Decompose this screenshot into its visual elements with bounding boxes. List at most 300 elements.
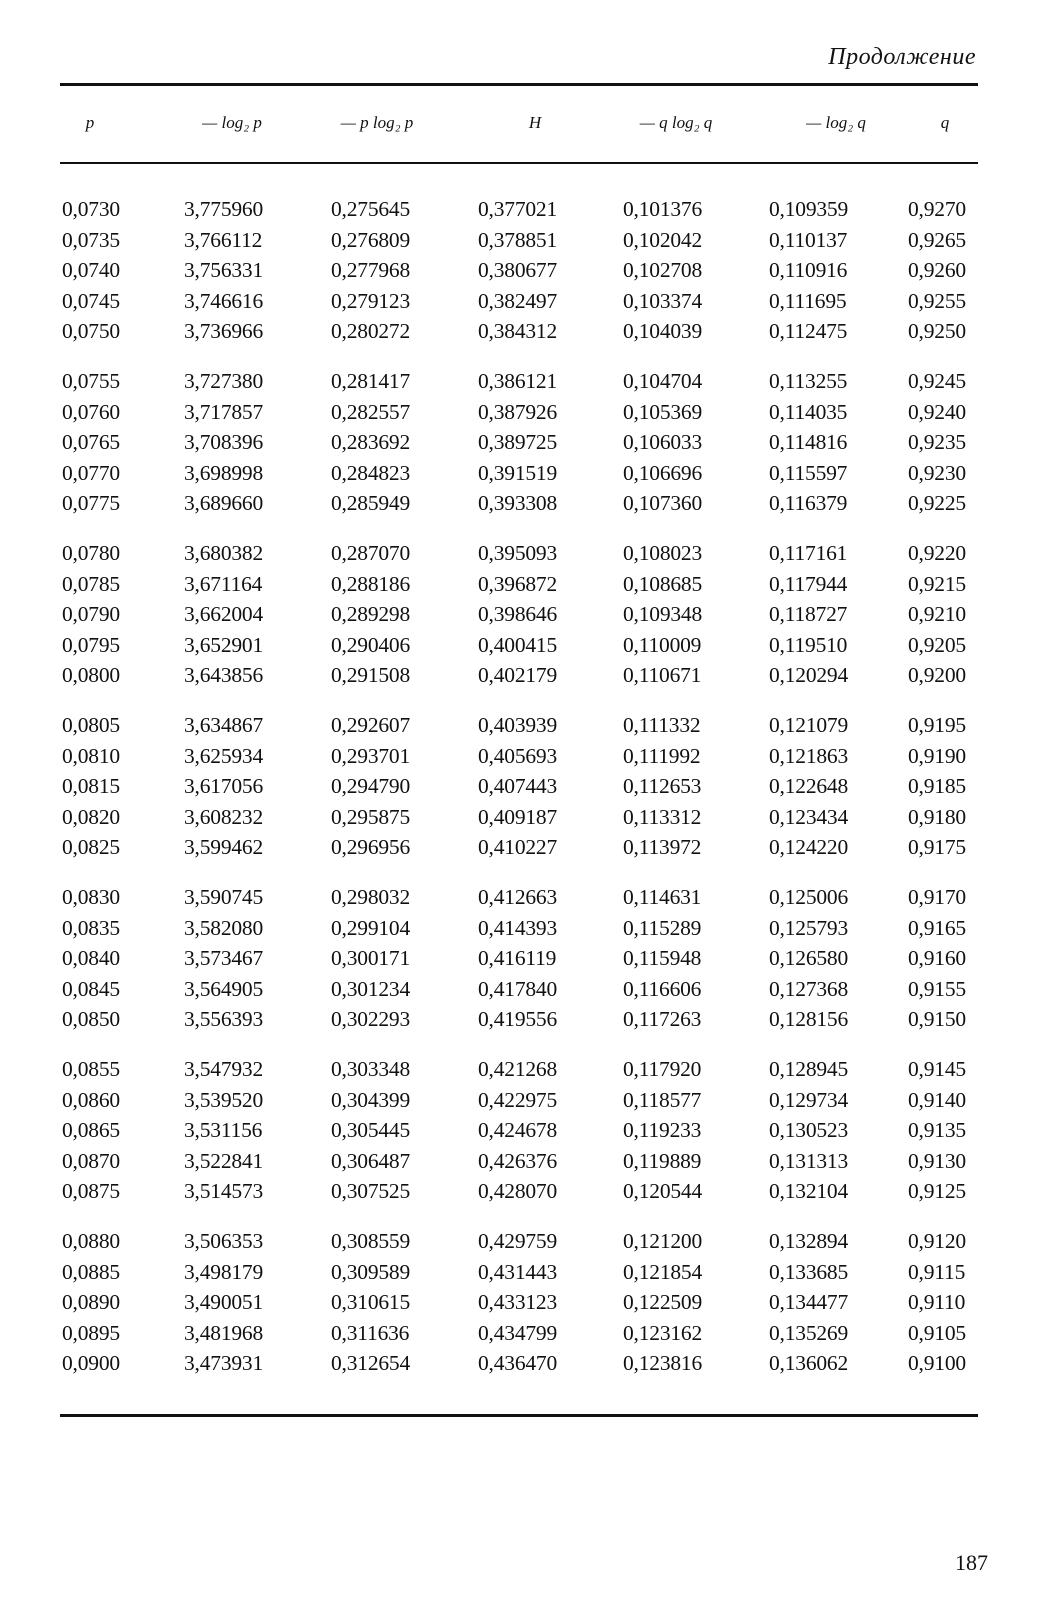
h-cell: 0,387926 <box>478 399 558 424</box>
neg-log2-p-cell: 3,573467 <box>184 946 264 971</box>
neg-log2-q-cell: 0,131313 <box>769 1148 849 1173</box>
neg-log2-p-cell: 3,662004 <box>184 602 264 627</box>
entropy-table-body <box>0 197 1058 1389</box>
table-row <box>0 1321 1058 1352</box>
table-row <box>0 369 1058 400</box>
row-group <box>0 541 1058 713</box>
neg-log2-q-cell: 0,126580 <box>769 946 849 971</box>
neg-p-log2-p-cell: 0,279123 <box>331 288 411 313</box>
h-cell: 0,398646 <box>478 602 558 627</box>
q-cell: 0,9205 <box>908 632 966 657</box>
neg-log2-q-cell: 0,109359 <box>769 197 849 221</box>
table-row <box>0 430 1058 461</box>
q-cell: 0,9145 <box>908 1057 966 1081</box>
p-cell: 0,0830 <box>62 885 120 909</box>
neg-log2-p-cell: 3,617056 <box>184 774 264 799</box>
neg-log2-p-cell: 3,608232 <box>184 804 264 829</box>
neg-p-log2-p-cell: 0,300171 <box>331 946 411 971</box>
column-header-neg-log2-q: — log₂ q <box>806 113 866 132</box>
h-cell: 0,421268 <box>478 1057 558 1081</box>
q-cell: 0,9210 <box>908 602 966 627</box>
table-row <box>0 885 1058 916</box>
h-cell: 0,436470 <box>478 1351 558 1376</box>
neg-log2-p-cell: 3,506353 <box>184 1229 264 1253</box>
neg-log2-q-cell: 0,121079 <box>769 713 849 737</box>
h-cell: 0,386121 <box>478 369 558 393</box>
neg-log2-p-cell: 3,531156 <box>184 1118 263 1143</box>
h-cell: 0,416119 <box>478 946 557 971</box>
q-cell: 0,9225 <box>908 491 966 516</box>
neg-log2-q-cell: 0,124220 <box>769 835 849 860</box>
p-cell: 0,0850 <box>62 1007 120 1032</box>
p-cell: 0,0815 <box>62 774 120 799</box>
neg-q-log2-q-cell: 0,113312 <box>623 804 702 829</box>
page-number: 187 <box>955 1550 988 1575</box>
h-cell: 0,429759 <box>478 1229 558 1253</box>
neg-p-log2-p-cell: 0,308559 <box>331 1229 411 1253</box>
neg-p-log2-p-cell: 0,284823 <box>331 460 411 485</box>
neg-log2-q-cell: 0,129734 <box>769 1087 849 1112</box>
neg-p-log2-p-cell: 0,301234 <box>331 976 411 1001</box>
neg-p-log2-p-cell: 0,290406 <box>331 632 411 657</box>
q-cell: 0,9270 <box>908 197 966 221</box>
neg-log2-p-cell: 3,498179 <box>184 1259 264 1284</box>
p-cell: 0,0765 <box>62 430 120 455</box>
column-header-q: q <box>940 113 950 132</box>
neg-q-log2-q-cell: 0,114631 <box>623 885 702 909</box>
neg-log2-q-cell: 0,132104 <box>769 1179 849 1204</box>
neg-log2-p-cell: 3,708396 <box>184 430 264 455</box>
neg-q-log2-q-cell: 0,123162 <box>623 1320 703 1345</box>
table-row <box>0 916 1058 947</box>
p-cell: 0,0795 <box>62 632 120 657</box>
q-cell: 0,9160 <box>908 946 966 971</box>
bottom-rule <box>60 1414 978 1417</box>
p-cell: 0,0810 <box>62 743 120 768</box>
p-cell: 0,0885 <box>62 1259 120 1284</box>
p-cell: 0,0820 <box>62 804 120 829</box>
neg-log2-p-cell: 3,539520 <box>184 1087 264 1112</box>
neg-log2-q-cell: 0,113255 <box>769 369 848 393</box>
neg-log2-p-cell: 3,514573 <box>184 1179 264 1204</box>
table-row <box>0 1179 1058 1210</box>
neg-log2-p-cell: 3,522841 <box>184 1148 264 1173</box>
table-row <box>0 400 1058 431</box>
neg-p-log2-p-cell: 0,294790 <box>331 774 411 799</box>
q-cell: 0,9200 <box>908 663 966 688</box>
neg-log2-q-cell: 0,128945 <box>769 1057 849 1081</box>
neg-p-log2-p-cell: 0,304399 <box>331 1087 411 1112</box>
header-rule <box>60 162 978 164</box>
neg-p-log2-p-cell: 0,289298 <box>331 602 411 627</box>
q-cell: 0,9120 <box>908 1229 966 1253</box>
neg-log2-p-cell: 3,717857 <box>184 399 264 424</box>
neg-log2-q-cell: 0,117161 <box>769 541 848 565</box>
neg-q-log2-q-cell: 0,105369 <box>623 399 703 424</box>
neg-p-log2-p-cell: 0,288186 <box>331 571 411 596</box>
q-cell: 0,9180 <box>908 804 966 829</box>
neg-q-log2-q-cell: 0,102042 <box>623 227 703 252</box>
p-cell: 0,0805 <box>62 713 120 737</box>
table-row <box>0 461 1058 492</box>
neg-log2-q-cell: 0,127368 <box>769 976 849 1001</box>
neg-log2-q-cell: 0,114035 <box>769 399 848 424</box>
neg-q-log2-q-cell: 0,117920 <box>623 1057 702 1081</box>
neg-log2-q-cell: 0,115597 <box>769 460 848 485</box>
table-row <box>0 977 1058 1008</box>
h-cell: 0,414393 <box>478 915 558 940</box>
neg-log2-p-cell: 3,564905 <box>184 976 264 1001</box>
q-cell: 0,9185 <box>908 774 966 799</box>
q-cell: 0,9130 <box>908 1148 966 1173</box>
q-cell: 0,9115 <box>908 1259 966 1284</box>
p-cell: 0,0870 <box>62 1148 120 1173</box>
top-rule <box>60 83 978 86</box>
neg-p-log2-p-cell: 0,282557 <box>331 399 411 424</box>
neg-log2-p-cell: 3,775960 <box>184 197 264 221</box>
h-cell: 0,409187 <box>478 804 558 829</box>
p-cell: 0,0735 <box>62 227 120 252</box>
p-cell: 0,0825 <box>62 835 120 860</box>
q-cell: 0,9170 <box>908 885 966 909</box>
neg-q-log2-q-cell: 0,115289 <box>623 915 702 940</box>
neg-p-log2-p-cell: 0,296956 <box>331 835 411 860</box>
q-cell: 0,9215 <box>908 571 966 596</box>
table-row <box>0 946 1058 977</box>
q-cell: 0,9110 <box>908 1290 966 1315</box>
neg-p-log2-p-cell: 0,287070 <box>331 541 411 565</box>
table-row <box>0 1229 1058 1260</box>
neg-log2-q-cell: 0,135269 <box>769 1320 849 1345</box>
neg-p-log2-p-cell: 0,310615 <box>331 1290 411 1315</box>
neg-log2-p-cell: 3,698998 <box>184 460 264 485</box>
table-row <box>0 572 1058 603</box>
p-cell: 0,0785 <box>62 571 120 596</box>
neg-log2-q-cell: 0,136062 <box>769 1351 849 1376</box>
table-row <box>0 228 1058 259</box>
neg-log2-p-cell: 3,671164 <box>184 571 263 596</box>
table-row <box>0 289 1058 320</box>
neg-log2-q-cell: 0,133685 <box>769 1259 849 1284</box>
q-cell: 0,9220 <box>908 541 966 565</box>
neg-log2-p-cell: 3,643856 <box>184 663 264 688</box>
h-cell: 0,428070 <box>478 1179 558 1204</box>
neg-log2-p-cell: 3,766112 <box>184 227 263 252</box>
h-cell: 0,419556 <box>478 1007 558 1032</box>
neg-log2-p-cell: 3,756331 <box>184 258 264 283</box>
row-group <box>0 1057 1058 1229</box>
neg-log2-q-cell: 0,132894 <box>769 1229 849 1253</box>
q-cell: 0,9105 <box>908 1320 966 1345</box>
neg-log2-p-cell: 3,556393 <box>184 1007 264 1032</box>
neg-p-log2-p-cell: 0,311636 <box>331 1320 410 1345</box>
table-row <box>0 1118 1058 1149</box>
neg-p-log2-p-cell: 0,281417 <box>331 369 411 393</box>
h-cell: 0,405693 <box>478 743 558 768</box>
h-cell: 0,400415 <box>478 632 558 657</box>
neg-log2-p-cell: 3,634867 <box>184 713 264 737</box>
neg-log2-p-cell: 3,590745 <box>184 885 264 909</box>
table-row <box>0 663 1058 694</box>
p-cell: 0,0880 <box>62 1229 120 1253</box>
table-row <box>0 835 1058 866</box>
p-cell: 0,0740 <box>62 258 120 283</box>
neg-log2-q-cell: 0,110137 <box>769 227 848 252</box>
h-cell: 0,393308 <box>478 491 558 516</box>
h-cell: 0,417840 <box>478 976 558 1001</box>
p-cell: 0,0780 <box>62 541 120 565</box>
neg-log2-p-cell: 3,680382 <box>184 541 264 565</box>
neg-log2-q-cell: 0,122648 <box>769 774 849 799</box>
table-row <box>0 744 1058 775</box>
neg-log2-p-cell: 3,625934 <box>184 743 264 768</box>
q-cell: 0,9240 <box>908 399 966 424</box>
h-cell: 0,422975 <box>478 1087 558 1112</box>
q-cell: 0,9250 <box>908 319 966 344</box>
neg-log2-q-cell: 0,116379 <box>769 491 848 516</box>
neg-log2-p-cell: 3,490051 <box>184 1290 264 1315</box>
q-cell: 0,9150 <box>908 1007 966 1032</box>
h-cell: 0,382497 <box>478 288 558 313</box>
column-header-entropy-h: H <box>528 113 542 132</box>
neg-p-log2-p-cell: 0,277968 <box>331 258 411 283</box>
table-row <box>0 602 1058 633</box>
table-row <box>0 1057 1058 1088</box>
neg-q-log2-q-cell: 0,108023 <box>623 541 703 565</box>
q-cell: 0,9140 <box>908 1087 966 1112</box>
neg-p-log2-p-cell: 0,291508 <box>331 663 411 688</box>
table-row <box>0 1088 1058 1119</box>
neg-q-log2-q-cell: 0,117263 <box>623 1007 702 1032</box>
p-cell: 0,0745 <box>62 288 120 313</box>
h-cell: 0,378851 <box>478 227 558 252</box>
neg-q-log2-q-cell: 0,101376 <box>623 197 703 221</box>
neg-p-log2-p-cell: 0,299104 <box>331 915 411 940</box>
h-cell: 0,380677 <box>478 258 558 283</box>
neg-log2-p-cell: 3,736966 <box>184 319 264 344</box>
neg-p-log2-p-cell: 0,285949 <box>331 491 411 516</box>
p-cell: 0,0895 <box>62 1320 120 1345</box>
neg-p-log2-p-cell: 0,293701 <box>331 743 411 768</box>
neg-log2-p-cell: 3,481968 <box>184 1320 264 1345</box>
q-cell: 0,9155 <box>908 976 966 1001</box>
row-group <box>0 369 1058 541</box>
neg-p-log2-p-cell: 0,306487 <box>331 1148 411 1173</box>
neg-q-log2-q-cell: 0,120544 <box>623 1179 703 1204</box>
p-cell: 0,0775 <box>62 491 120 516</box>
h-cell: 0,410227 <box>478 835 558 860</box>
column-header-p: p <box>85 113 95 132</box>
neg-q-log2-q-cell: 0,104704 <box>623 369 703 393</box>
q-cell: 0,9135 <box>908 1118 966 1143</box>
neg-p-log2-p-cell: 0,298032 <box>331 885 411 909</box>
q-cell: 0,9235 <box>908 430 966 455</box>
neg-p-log2-p-cell: 0,292607 <box>331 713 411 737</box>
neg-q-log2-q-cell: 0,122509 <box>623 1290 703 1315</box>
h-cell: 0,426376 <box>478 1148 558 1173</box>
neg-log2-q-cell: 0,134477 <box>769 1290 849 1315</box>
table-row <box>0 1351 1058 1382</box>
row-group <box>0 1229 1058 1389</box>
neg-q-log2-q-cell: 0,110671 <box>623 663 702 688</box>
table-row <box>0 774 1058 805</box>
q-cell: 0,9230 <box>908 460 966 485</box>
neg-log2-p-cell: 3,473931 <box>184 1351 264 1376</box>
h-cell: 0,403939 <box>478 713 558 737</box>
table-row <box>0 1007 1058 1038</box>
neg-q-log2-q-cell: 0,106033 <box>623 430 703 455</box>
table-row <box>0 258 1058 289</box>
column-header-row <box>0 113 1058 143</box>
column-header-neg-q-log2-q: — q log₂ q <box>639 113 713 132</box>
q-cell: 0,9175 <box>908 835 966 860</box>
neg-log2-p-cell: 3,746616 <box>184 288 264 313</box>
p-cell: 0,0860 <box>62 1087 120 1112</box>
neg-p-log2-p-cell: 0,303348 <box>331 1057 411 1081</box>
neg-p-log2-p-cell: 0,276809 <box>331 227 411 252</box>
neg-log2-q-cell: 0,128156 <box>769 1007 849 1032</box>
neg-q-log2-q-cell: 0,115948 <box>623 946 702 971</box>
neg-q-log2-q-cell: 0,121854 <box>623 1259 703 1284</box>
p-cell: 0,0755 <box>62 369 120 393</box>
h-cell: 0,433123 <box>478 1290 558 1315</box>
neg-q-log2-q-cell: 0,113972 <box>623 835 702 860</box>
neg-log2-q-cell: 0,123434 <box>769 804 849 829</box>
h-cell: 0,434799 <box>478 1320 558 1345</box>
q-cell: 0,9245 <box>908 369 966 393</box>
table-row <box>0 633 1058 664</box>
table-row <box>0 541 1058 572</box>
row-group <box>0 713 1058 885</box>
neg-q-log2-q-cell: 0,121200 <box>623 1229 703 1253</box>
neg-q-log2-q-cell: 0,116606 <box>623 976 702 1001</box>
neg-q-log2-q-cell: 0,111992 <box>623 743 701 768</box>
neg-log2-p-cell: 3,547932 <box>184 1057 264 1081</box>
q-cell: 0,9265 <box>908 227 966 252</box>
neg-q-log2-q-cell: 0,106696 <box>623 460 703 485</box>
neg-q-log2-q-cell: 0,103374 <box>623 288 703 313</box>
continuation-label: Продолжение <box>828 44 976 70</box>
table-row <box>0 713 1058 744</box>
neg-p-log2-p-cell: 0,280272 <box>331 319 411 344</box>
table-row <box>0 1290 1058 1321</box>
p-cell: 0,0835 <box>62 915 120 940</box>
p-cell: 0,0800 <box>62 663 120 688</box>
neg-log2-p-cell: 3,689660 <box>184 491 264 516</box>
neg-log2-q-cell: 0,110916 <box>769 258 848 283</box>
neg-log2-q-cell: 0,125006 <box>769 885 849 909</box>
neg-q-log2-q-cell: 0,109348 <box>623 602 703 627</box>
h-cell: 0,377021 <box>478 197 558 221</box>
p-cell: 0,0750 <box>62 319 120 344</box>
neg-q-log2-q-cell: 0,123816 <box>623 1351 703 1376</box>
p-cell: 0,0890 <box>62 1290 120 1315</box>
neg-log2-q-cell: 0,130523 <box>769 1118 849 1143</box>
neg-q-log2-q-cell: 0,107360 <box>623 491 703 516</box>
neg-log2-q-cell: 0,117944 <box>769 571 848 596</box>
column-header-neg-p-log2-p: — p log₂ p <box>340 113 414 132</box>
neg-p-log2-p-cell: 0,312654 <box>331 1351 411 1376</box>
p-cell: 0,0900 <box>62 1351 120 1376</box>
p-cell: 0,0790 <box>62 602 120 627</box>
neg-q-log2-q-cell: 0,111332 <box>623 713 701 737</box>
neg-log2-q-cell: 0,125793 <box>769 915 849 940</box>
neg-q-log2-q-cell: 0,110009 <box>623 632 702 657</box>
neg-p-log2-p-cell: 0,283692 <box>331 430 411 455</box>
neg-log2-q-cell: 0,121863 <box>769 743 849 768</box>
neg-q-log2-q-cell: 0,108685 <box>623 571 703 596</box>
row-group <box>0 197 1058 369</box>
neg-log2-p-cell: 3,652901 <box>184 632 264 657</box>
q-cell: 0,9190 <box>908 743 966 768</box>
neg-p-log2-p-cell: 0,309589 <box>331 1259 411 1284</box>
p-cell: 0,0840 <box>62 946 120 971</box>
p-cell: 0,0770 <box>62 460 120 485</box>
h-cell: 0,389725 <box>478 430 558 455</box>
neg-p-log2-p-cell: 0,275645 <box>331 197 411 221</box>
neg-p-log2-p-cell: 0,305445 <box>331 1118 411 1143</box>
neg-p-log2-p-cell: 0,307525 <box>331 1179 411 1204</box>
h-cell: 0,391519 <box>478 460 558 485</box>
h-cell: 0,384312 <box>478 319 558 344</box>
p-cell: 0,0845 <box>62 976 120 1001</box>
table-row <box>0 1260 1058 1291</box>
neg-q-log2-q-cell: 0,119889 <box>623 1148 702 1173</box>
q-cell: 0,9165 <box>908 915 966 940</box>
neg-q-log2-q-cell: 0,118577 <box>623 1087 702 1112</box>
neg-log2-p-cell: 3,582080 <box>184 915 264 940</box>
table-row <box>0 1149 1058 1180</box>
q-cell: 0,9100 <box>908 1351 966 1376</box>
column-header-neg-log2-p: — log₂ p <box>202 113 262 132</box>
h-cell: 0,412663 <box>478 885 558 909</box>
neg-p-log2-p-cell: 0,302293 <box>331 1007 411 1032</box>
neg-log2-q-cell: 0,120294 <box>769 663 849 688</box>
q-cell: 0,9260 <box>908 258 966 283</box>
table-row <box>0 491 1058 522</box>
neg-log2-q-cell: 0,111695 <box>769 288 847 313</box>
neg-p-log2-p-cell: 0,295875 <box>331 804 411 829</box>
p-cell: 0,0865 <box>62 1118 120 1143</box>
table-row <box>0 805 1058 836</box>
p-cell: 0,0760 <box>62 399 120 424</box>
neg-log2-q-cell: 0,118727 <box>769 602 848 627</box>
neg-log2-p-cell: 3,599462 <box>184 835 264 860</box>
table-row <box>0 319 1058 350</box>
neg-log2-p-cell: 3,727380 <box>184 369 264 393</box>
neg-q-log2-q-cell: 0,102708 <box>623 258 703 283</box>
h-cell: 0,395093 <box>478 541 558 565</box>
h-cell: 0,431443 <box>478 1259 558 1284</box>
p-cell: 0,0730 <box>62 197 120 221</box>
q-cell: 0,9125 <box>908 1179 966 1204</box>
neg-q-log2-q-cell: 0,112653 <box>623 774 702 799</box>
row-group <box>0 885 1058 1057</box>
h-cell: 0,402179 <box>478 663 558 688</box>
neg-log2-q-cell: 0,112475 <box>769 319 848 344</box>
q-cell: 0,9195 <box>908 713 966 737</box>
h-cell: 0,407443 <box>478 774 558 799</box>
neg-log2-q-cell: 0,119510 <box>769 632 848 657</box>
q-cell: 0,9255 <box>908 288 966 313</box>
neg-log2-q-cell: 0,114816 <box>769 430 848 455</box>
h-cell: 0,424678 <box>478 1118 558 1143</box>
p-cell: 0,0875 <box>62 1179 120 1204</box>
neg-q-log2-q-cell: 0,119233 <box>623 1118 702 1143</box>
table-row <box>0 197 1058 228</box>
h-cell: 0,396872 <box>478 571 558 596</box>
neg-q-log2-q-cell: 0,104039 <box>623 319 703 344</box>
